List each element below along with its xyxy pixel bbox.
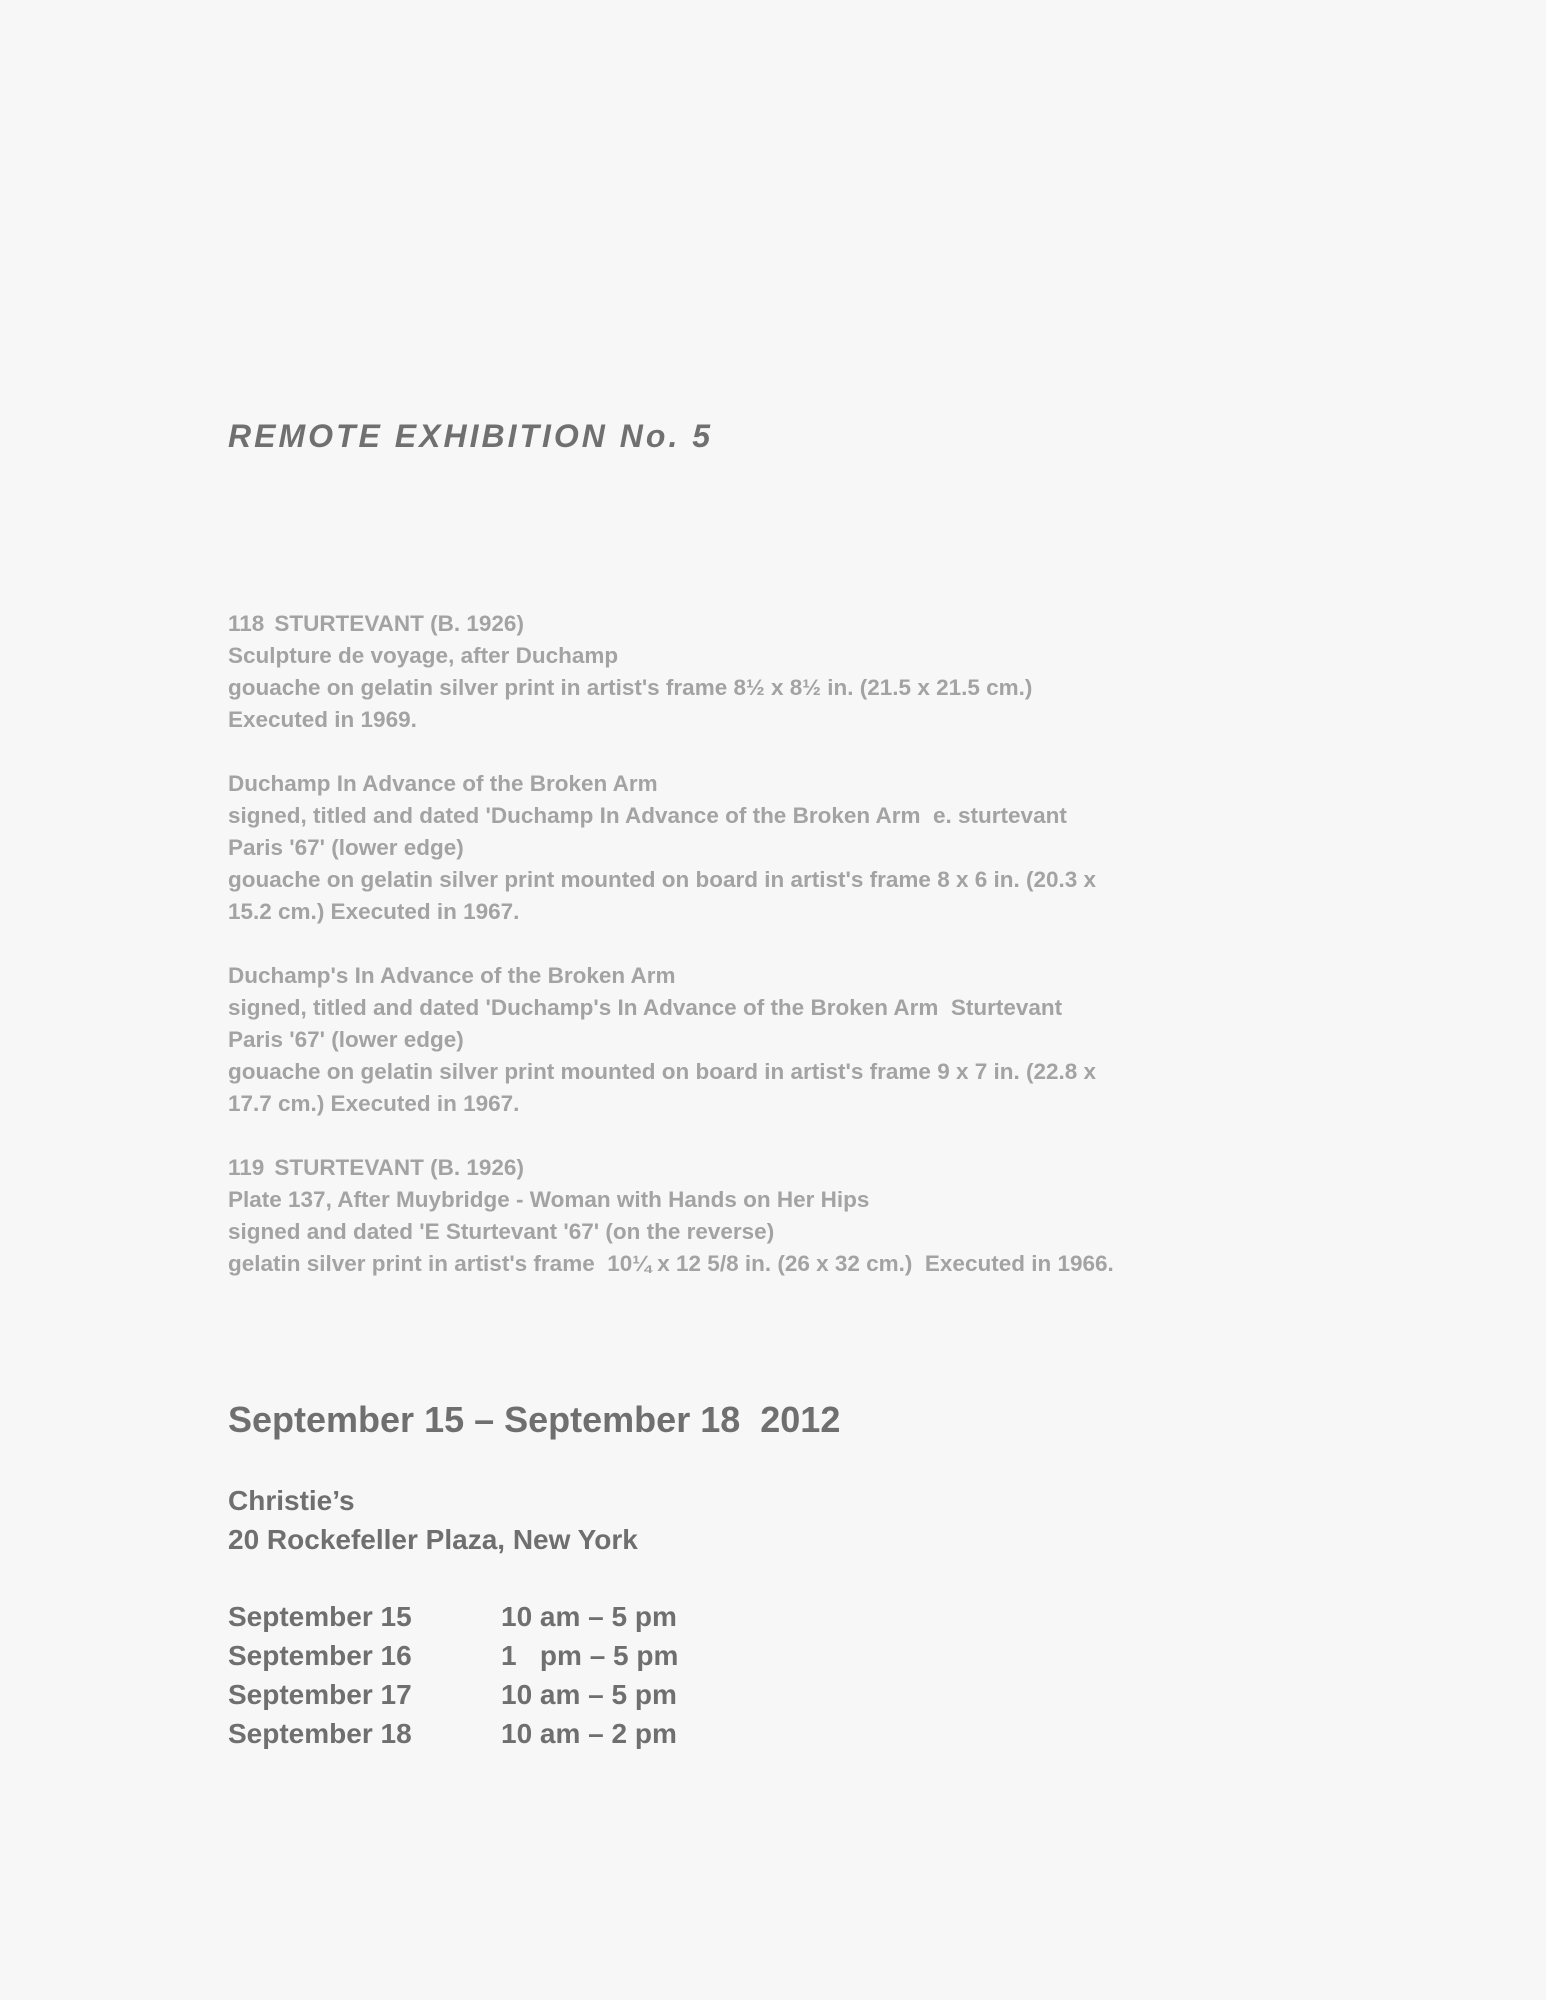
lot-line: Plate 137, After Muybridge - Woman with Hands on Her Hips bbox=[228, 1187, 870, 1212]
lot-entry bbox=[228, 960, 1308, 1120]
schedule-table bbox=[228, 1597, 840, 1753]
lot-line: Executed in 1969. bbox=[228, 707, 417, 732]
venue-name: Christie’s bbox=[228, 1485, 355, 1516]
lot-line: signed and dated 'E Sturtevant '67' (on the reverse) bbox=[228, 1219, 775, 1244]
lot-header bbox=[228, 1152, 1308, 1184]
lot-line: gouache on gelatin silver print mounted on board in artist's frame 8 x 6 in. (20.3 x bbox=[228, 867, 1097, 892]
venue-block bbox=[228, 1481, 840, 1559]
lot-line: gouache on gelatin silver print in artist's frame 8½ x 8½ in. (21.5 x 21.5 cm.) bbox=[228, 675, 1033, 700]
schedule-row bbox=[228, 1675, 840, 1714]
schedule-day: September 16 bbox=[228, 1640, 412, 1671]
event-info bbox=[228, 1395, 840, 1753]
lot-number: 118 bbox=[228, 611, 265, 636]
schedule-day: September 15 bbox=[228, 1601, 412, 1632]
lot-line: Sculpture de voyage, after Duchamp bbox=[228, 643, 619, 668]
schedule-day: September 17 bbox=[228, 1679, 412, 1710]
lot-entry bbox=[228, 1152, 1308, 1280]
schedule-hours: 10 am – 5 pm bbox=[501, 1679, 677, 1710]
lot-line: Duchamp's In Advance of the Broken Arm bbox=[228, 963, 676, 988]
schedule-row bbox=[228, 1597, 840, 1636]
lot-number: 119 bbox=[228, 1155, 265, 1180]
lot-line: Duchamp In Advance of the Broken Arm bbox=[228, 771, 658, 796]
lot-line: gouache on gelatin silver print mounted on board in artist's frame 9 x 7 in. (22.8 x bbox=[228, 1059, 1097, 1084]
lot-artist: STURTEVANT (B. 1926) bbox=[274, 611, 524, 636]
lot-entry bbox=[228, 608, 1308, 736]
schedule-row bbox=[228, 1636, 840, 1675]
schedule-hours: 10 am – 5 pm bbox=[501, 1601, 677, 1632]
exhibition-title: REMOTE EXHIBITION No. 5 bbox=[228, 418, 714, 454]
schedule-day: September 18 bbox=[228, 1718, 412, 1749]
lot-header bbox=[228, 608, 1308, 640]
lot-line: gelatin silver print in artist's frame 10¼ x 12 5/8 in. (26 x 32 cm.) Executed in 1966. bbox=[228, 1251, 1114, 1276]
schedule-hours: 1 pm – 5 pm bbox=[501, 1640, 679, 1671]
lot-list bbox=[228, 608, 1308, 1280]
lot-line: Paris '67' (lower edge) bbox=[228, 835, 464, 860]
event-dates: September 15 – September 18 2012 bbox=[228, 1399, 841, 1440]
lot-line: 17.7 cm.) Executed in 1967. bbox=[228, 1091, 520, 1116]
lot-line: 15.2 cm.) Executed in 1967. bbox=[228, 899, 520, 924]
lot-line: signed, titled and dated 'Duchamp's In Advance of the Broken Arm Sturtevant bbox=[228, 995, 1063, 1020]
lot-line: Paris '67' (lower edge) bbox=[228, 1027, 464, 1052]
lot-line: signed, titled and dated 'Duchamp In Advance of the Broken Arm e. sturtevant bbox=[228, 803, 1067, 828]
venue-address: 20 Rockefeller Plaza, New York bbox=[228, 1524, 638, 1555]
lot-artist: STURTEVANT (B. 1926) bbox=[274, 1155, 524, 1180]
lot-entry bbox=[228, 768, 1308, 928]
schedule-row bbox=[228, 1714, 840, 1753]
schedule-hours: 10 am – 2 pm bbox=[501, 1718, 677, 1749]
